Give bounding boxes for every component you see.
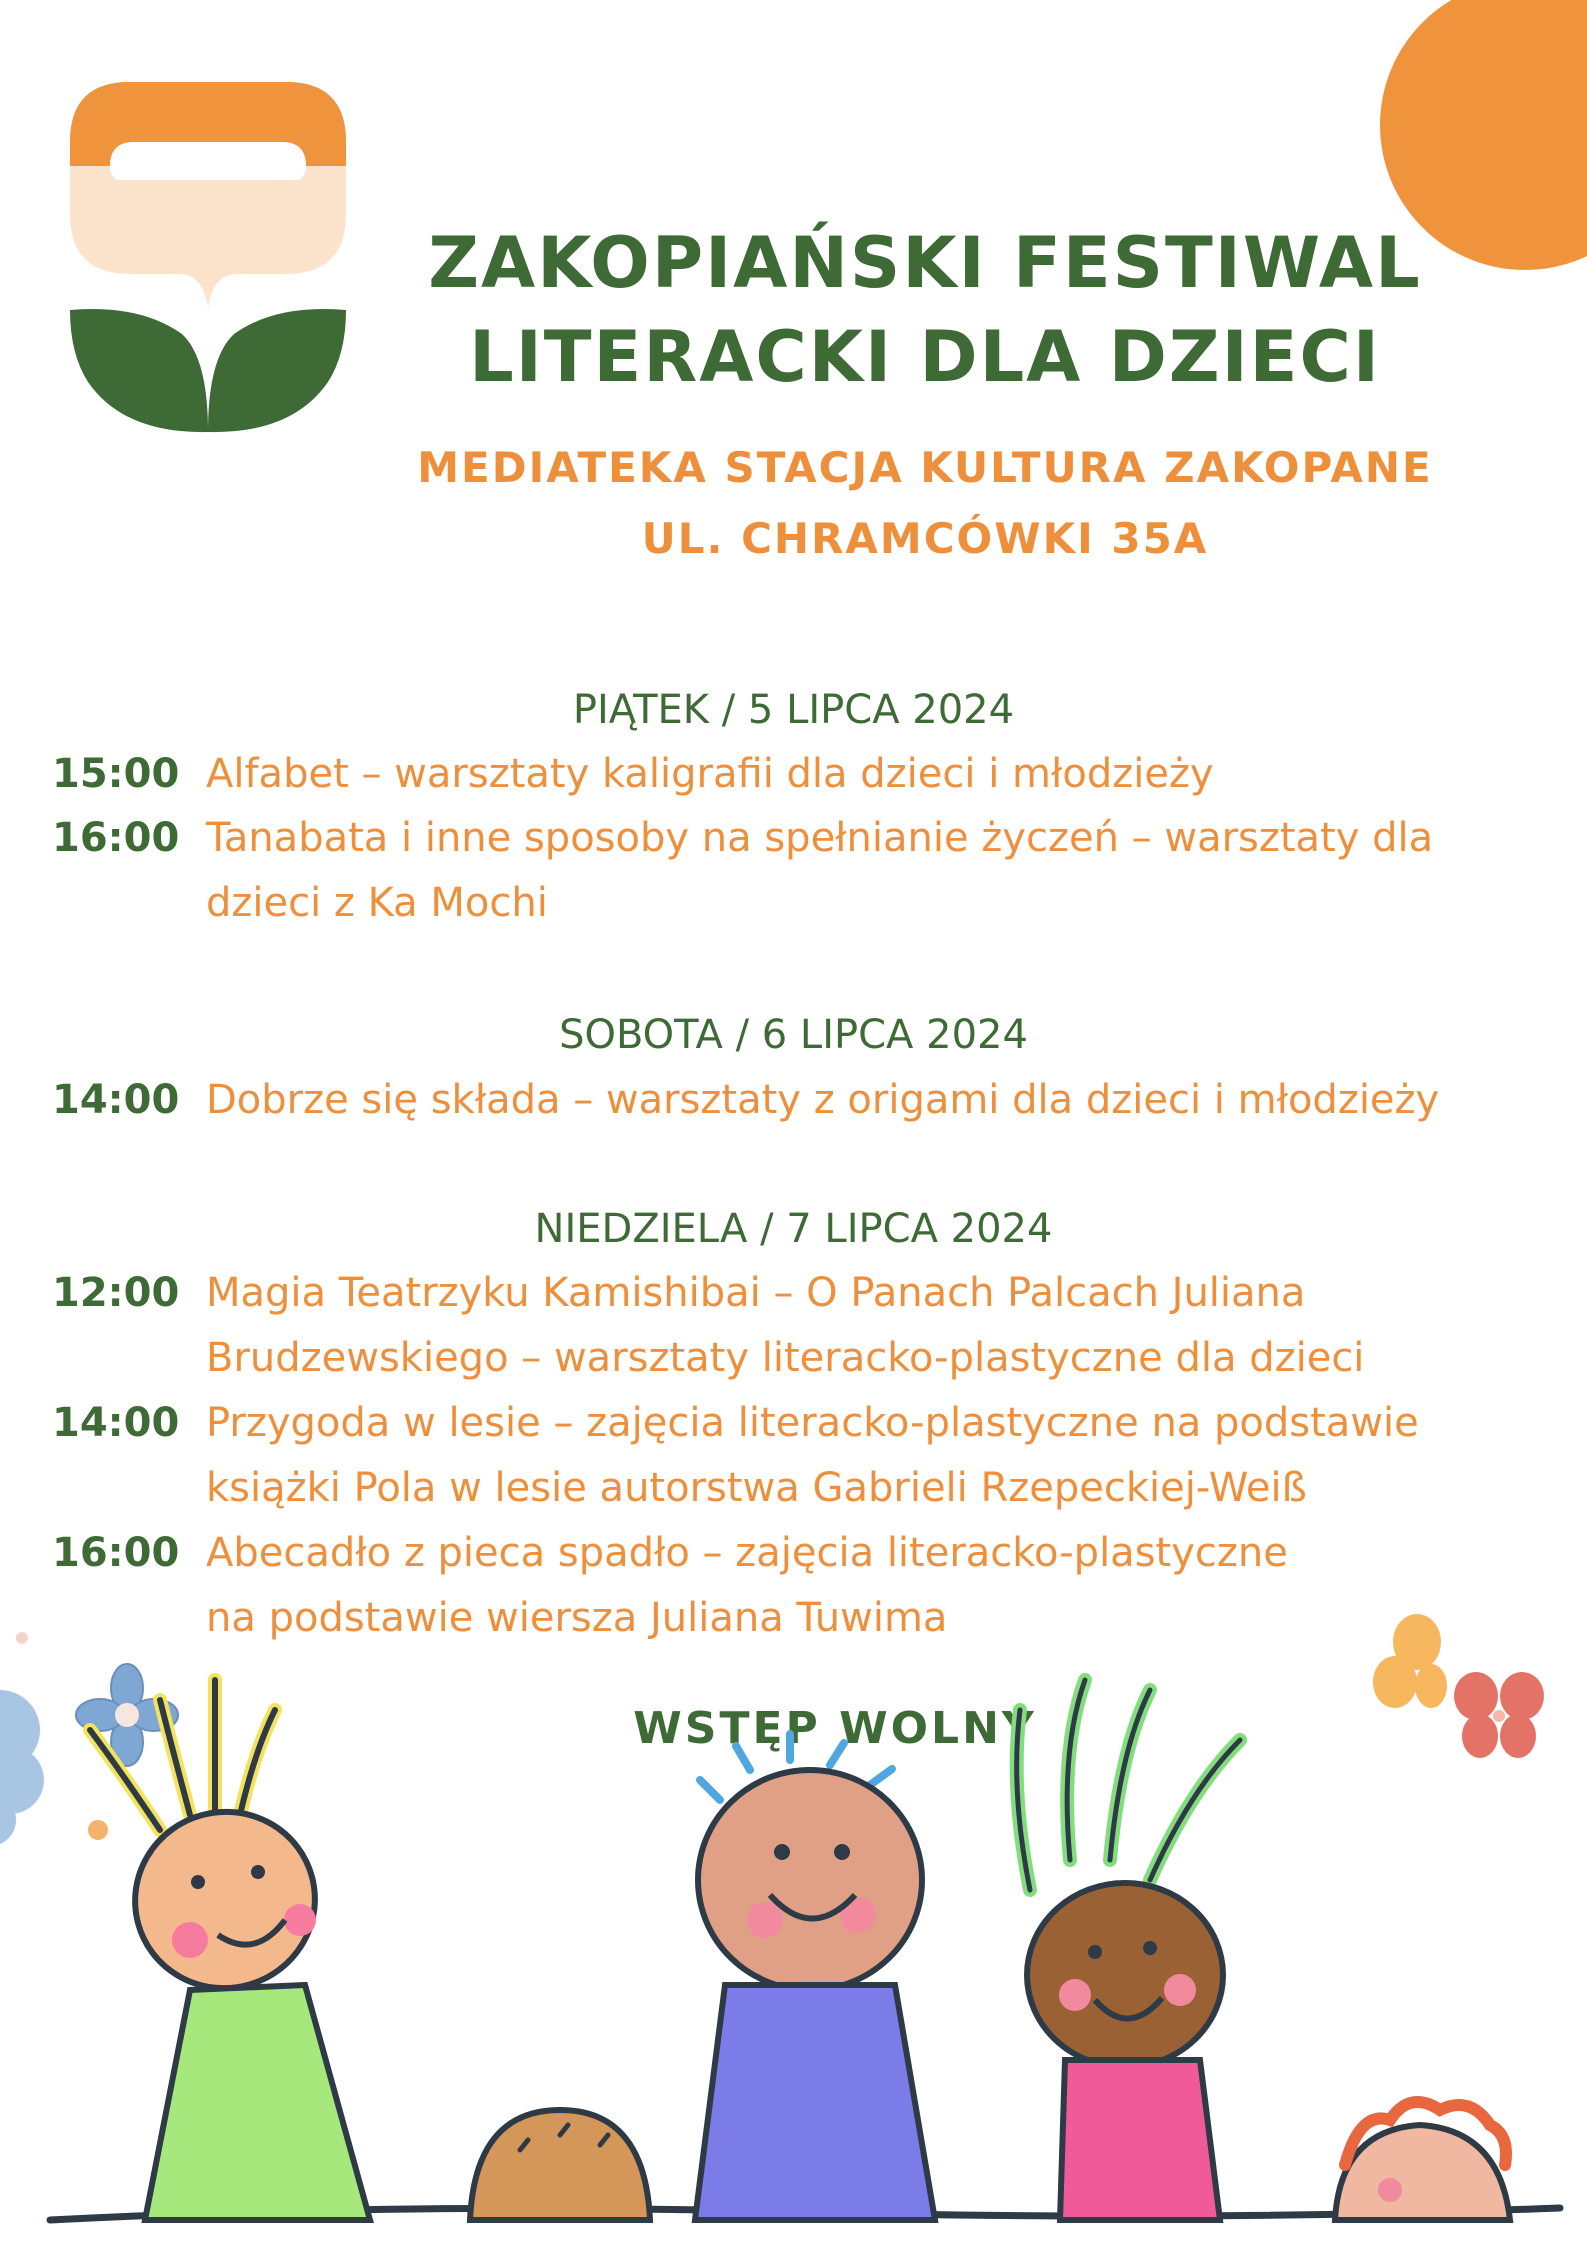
event-description xyxy=(206,742,1586,807)
event-description-line: książki Pola w lesie autorstwa Gabrieli Rzepeckiej-Weiß xyxy=(206,1465,1307,1511)
event-description-line: Abecadło z pieca spadło – zajęcia literacko-plastyczne xyxy=(206,1530,1288,1576)
child-yellow-hair xyxy=(90,1680,275,1830)
event-description-line: na podstawie wiersza Juliana Tuwima xyxy=(206,1595,948,1641)
event-description-line: Tanabata i inne sposoby na spełnianie życzeń – warsztaty dla xyxy=(206,815,1434,861)
event-description xyxy=(206,1068,1586,1133)
event-description-line: dzieci z Ka Mochi xyxy=(206,880,548,926)
event-time: 15:00 xyxy=(52,751,180,797)
day-heading-sunday: NIEDZIELA / 7 LIPCA 2024 xyxy=(534,1206,1053,1252)
festival-title-line-2: LITERACKI DLA DZIECI xyxy=(469,316,1381,398)
event-description xyxy=(206,1261,1586,1391)
venue-address: UL. CHRAMCÓWKI 35A xyxy=(641,514,1209,563)
festival-title-line-1: ZAKOPIAŃSKI FESTIWAL xyxy=(428,222,1422,304)
event-time: 14:00 xyxy=(52,1077,180,1123)
venue-name: MEDIATEKA STACJA KULTURA ZAKOPANE xyxy=(417,443,1433,492)
event-time: 16:00 xyxy=(52,1530,180,1576)
children-illustration xyxy=(0,1590,1587,2245)
day-heading-friday: PIĄTEK / 5 LIPCA 2024 xyxy=(572,687,1015,733)
event-description-line: Alfabet – warsztaty kaligrafii dla dzieci i młodzieży xyxy=(206,751,1214,797)
event-description-line: Brudzewskiego – warsztaty literacko-plastyczne dla dzieci xyxy=(206,1335,1365,1381)
event-description xyxy=(206,806,1586,936)
event-time: 12:00 xyxy=(52,1270,180,1316)
event-description xyxy=(206,1391,1586,1521)
event-time: 16:00 xyxy=(52,815,180,861)
event-time: 14:00 xyxy=(52,1400,180,1446)
flower-logo-icon xyxy=(70,82,346,442)
event-description-line: Dobrze się składa – warsztaty z origami dla dzieci i młodzieży xyxy=(206,1077,1440,1123)
free-entry-label: WSTĘP WOLNY xyxy=(633,1703,1037,1754)
event-description-line: Magia Teatrzyku Kamishibai – O Panach Palcach Juliana xyxy=(206,1270,1306,1316)
event-description-line: Przygoda w lesie – zajęcia literacko-plastyczne na podstawie xyxy=(206,1400,1419,1446)
day-heading-saturday: SOBOTA / 6 LIPCA 2024 xyxy=(559,1012,1028,1058)
